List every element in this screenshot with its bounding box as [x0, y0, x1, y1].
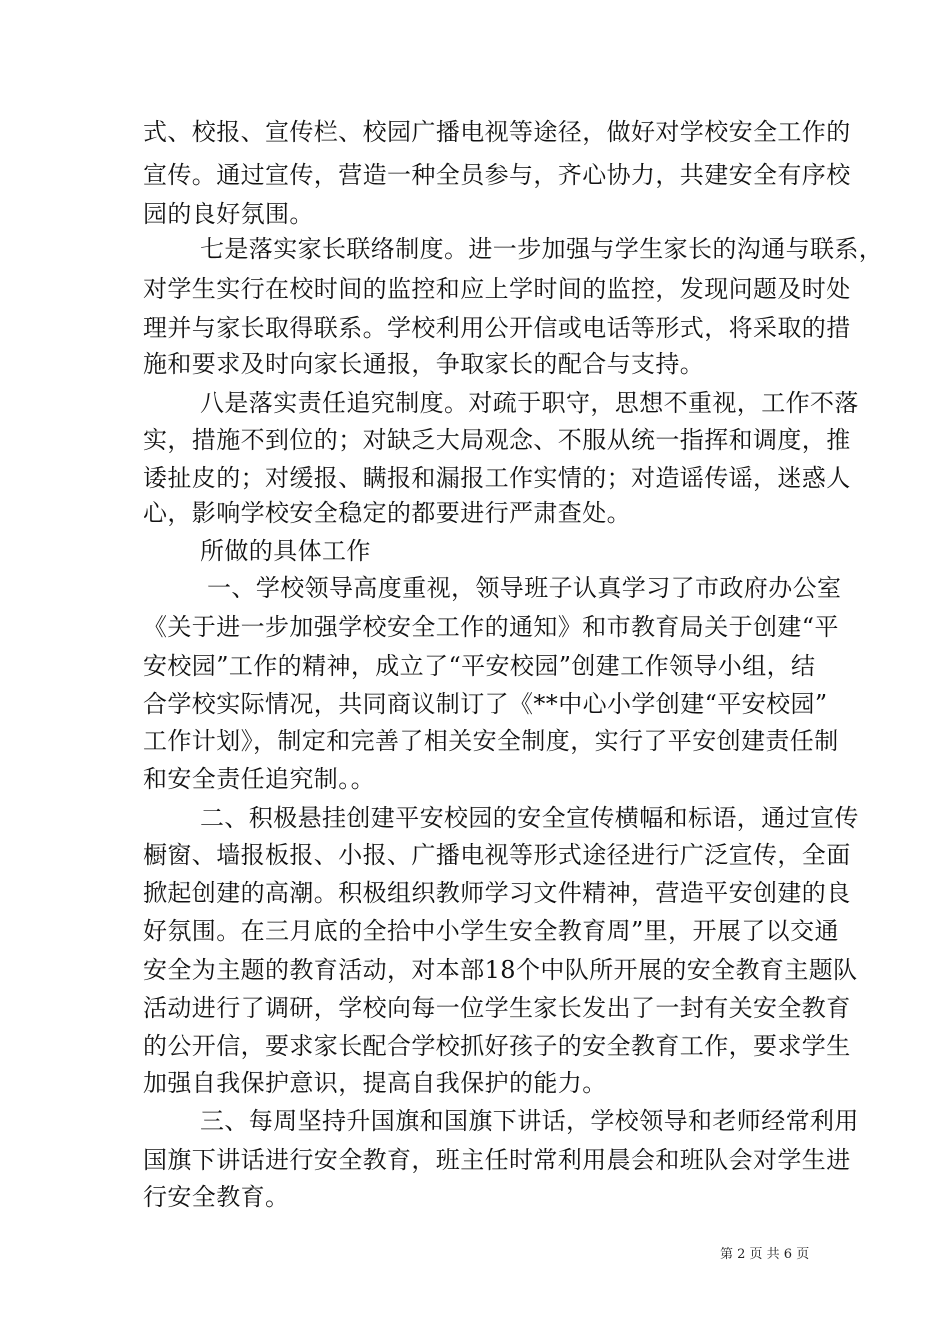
- text-line: 施和要求及时向家长通报，争取家长的配合与支持。: [143, 350, 705, 378]
- page-number: 第 2 页 共 6 页: [720, 1247, 810, 1262]
- text-line: 一、学校领导高度重视，领导班子认真学习了市政府办公室: [207, 574, 842, 602]
- text-line: 橱窗、墙报板报、小报、广播电视等形式途径进行广泛宣传，全面: [143, 841, 851, 869]
- text-line: 国旗下讲话进行安全教育，班主任时常利用晨会和班队会对学生进: [143, 1146, 851, 1174]
- text-line: 园的良好氛围。: [143, 200, 314, 228]
- text-line: 实，措施不到位的；对缺乏大局观念、不服从统一指挥和调度，推: [143, 426, 851, 454]
- text-line: 宣传。通过宣传，营造一种全员参与，齐心协力，共建安全有序校: [143, 161, 851, 189]
- text-line: 活动进行了调研，学校向每一位学生家长发出了一封有关安全教育: [143, 994, 851, 1022]
- text-line: 对学生实行在校时间的监控和应上学时间的监控，发现问题及时处: [143, 275, 851, 303]
- text-line: 式、校报、宣传栏、校园广播电视等途径，做好对学校安全工作的: [143, 118, 851, 146]
- text-line: 行安全教育。: [143, 1183, 290, 1211]
- text-line: 工作计划》，制定和完善了相关安全制度，实行了平安创建责任制: [143, 727, 839, 755]
- text-line: 七是落实家长联络制度。进一步加强与学生家长的沟通与联系，: [200, 235, 884, 263]
- text-line: 和安全责任追究制。。: [143, 765, 375, 793]
- section-heading: 所做的具体工作: [200, 537, 371, 565]
- text-line: 心，影响学校安全稳定的都要进行严肃查处。: [143, 499, 631, 527]
- text-line: 合学校实际情况，共同商议制订了《**中心小学创建“平安校园”: [143, 690, 828, 718]
- text-line: 加强自我保护意识，提高自我保护的能力。: [143, 1069, 607, 1097]
- text-line: 八是落实责任追究制度。对疏于职守，思想不重视，工作不落: [200, 389, 859, 417]
- text-line: 《关于进一步加强学校安全工作的通知》和市教育局关于创建“平: [143, 613, 839, 641]
- text-line: 诿扯皮的；对缓报、瞒报和漏报工作实情的；对造谣传谣，迷惑人: [143, 464, 851, 492]
- text-line: 理并与家长取得联系。学校利用公开信或电话等形式，将采取的措: [143, 314, 851, 342]
- text-line: 安全为主题的教育活动，对本部18个中队所开展的安全教育主题队: [143, 956, 858, 984]
- text-line: 三、每周坚持升国旗和国旗下讲话，学校领导和老师经常利用: [200, 1107, 859, 1135]
- text-line: 掀起创建的高潮。积极组织教师学习文件精神，营造平安创建的良: [143, 879, 851, 907]
- text-line: 好氛围。在三月底的全拾中小学生安全教育周”里，开展了以交通: [143, 917, 839, 945]
- text-line: 安校园”工作的精神，成立了“平安校园”创建工作领导小组，结: [143, 652, 816, 680]
- text-line: 的公开信，要求家长配合学校抓好孩子的安全教育工作，要求学生: [143, 1032, 851, 1060]
- text-line: 二、积极悬挂创建平安校园的安全宣传横幅和标语，通过宣传: [200, 804, 859, 832]
